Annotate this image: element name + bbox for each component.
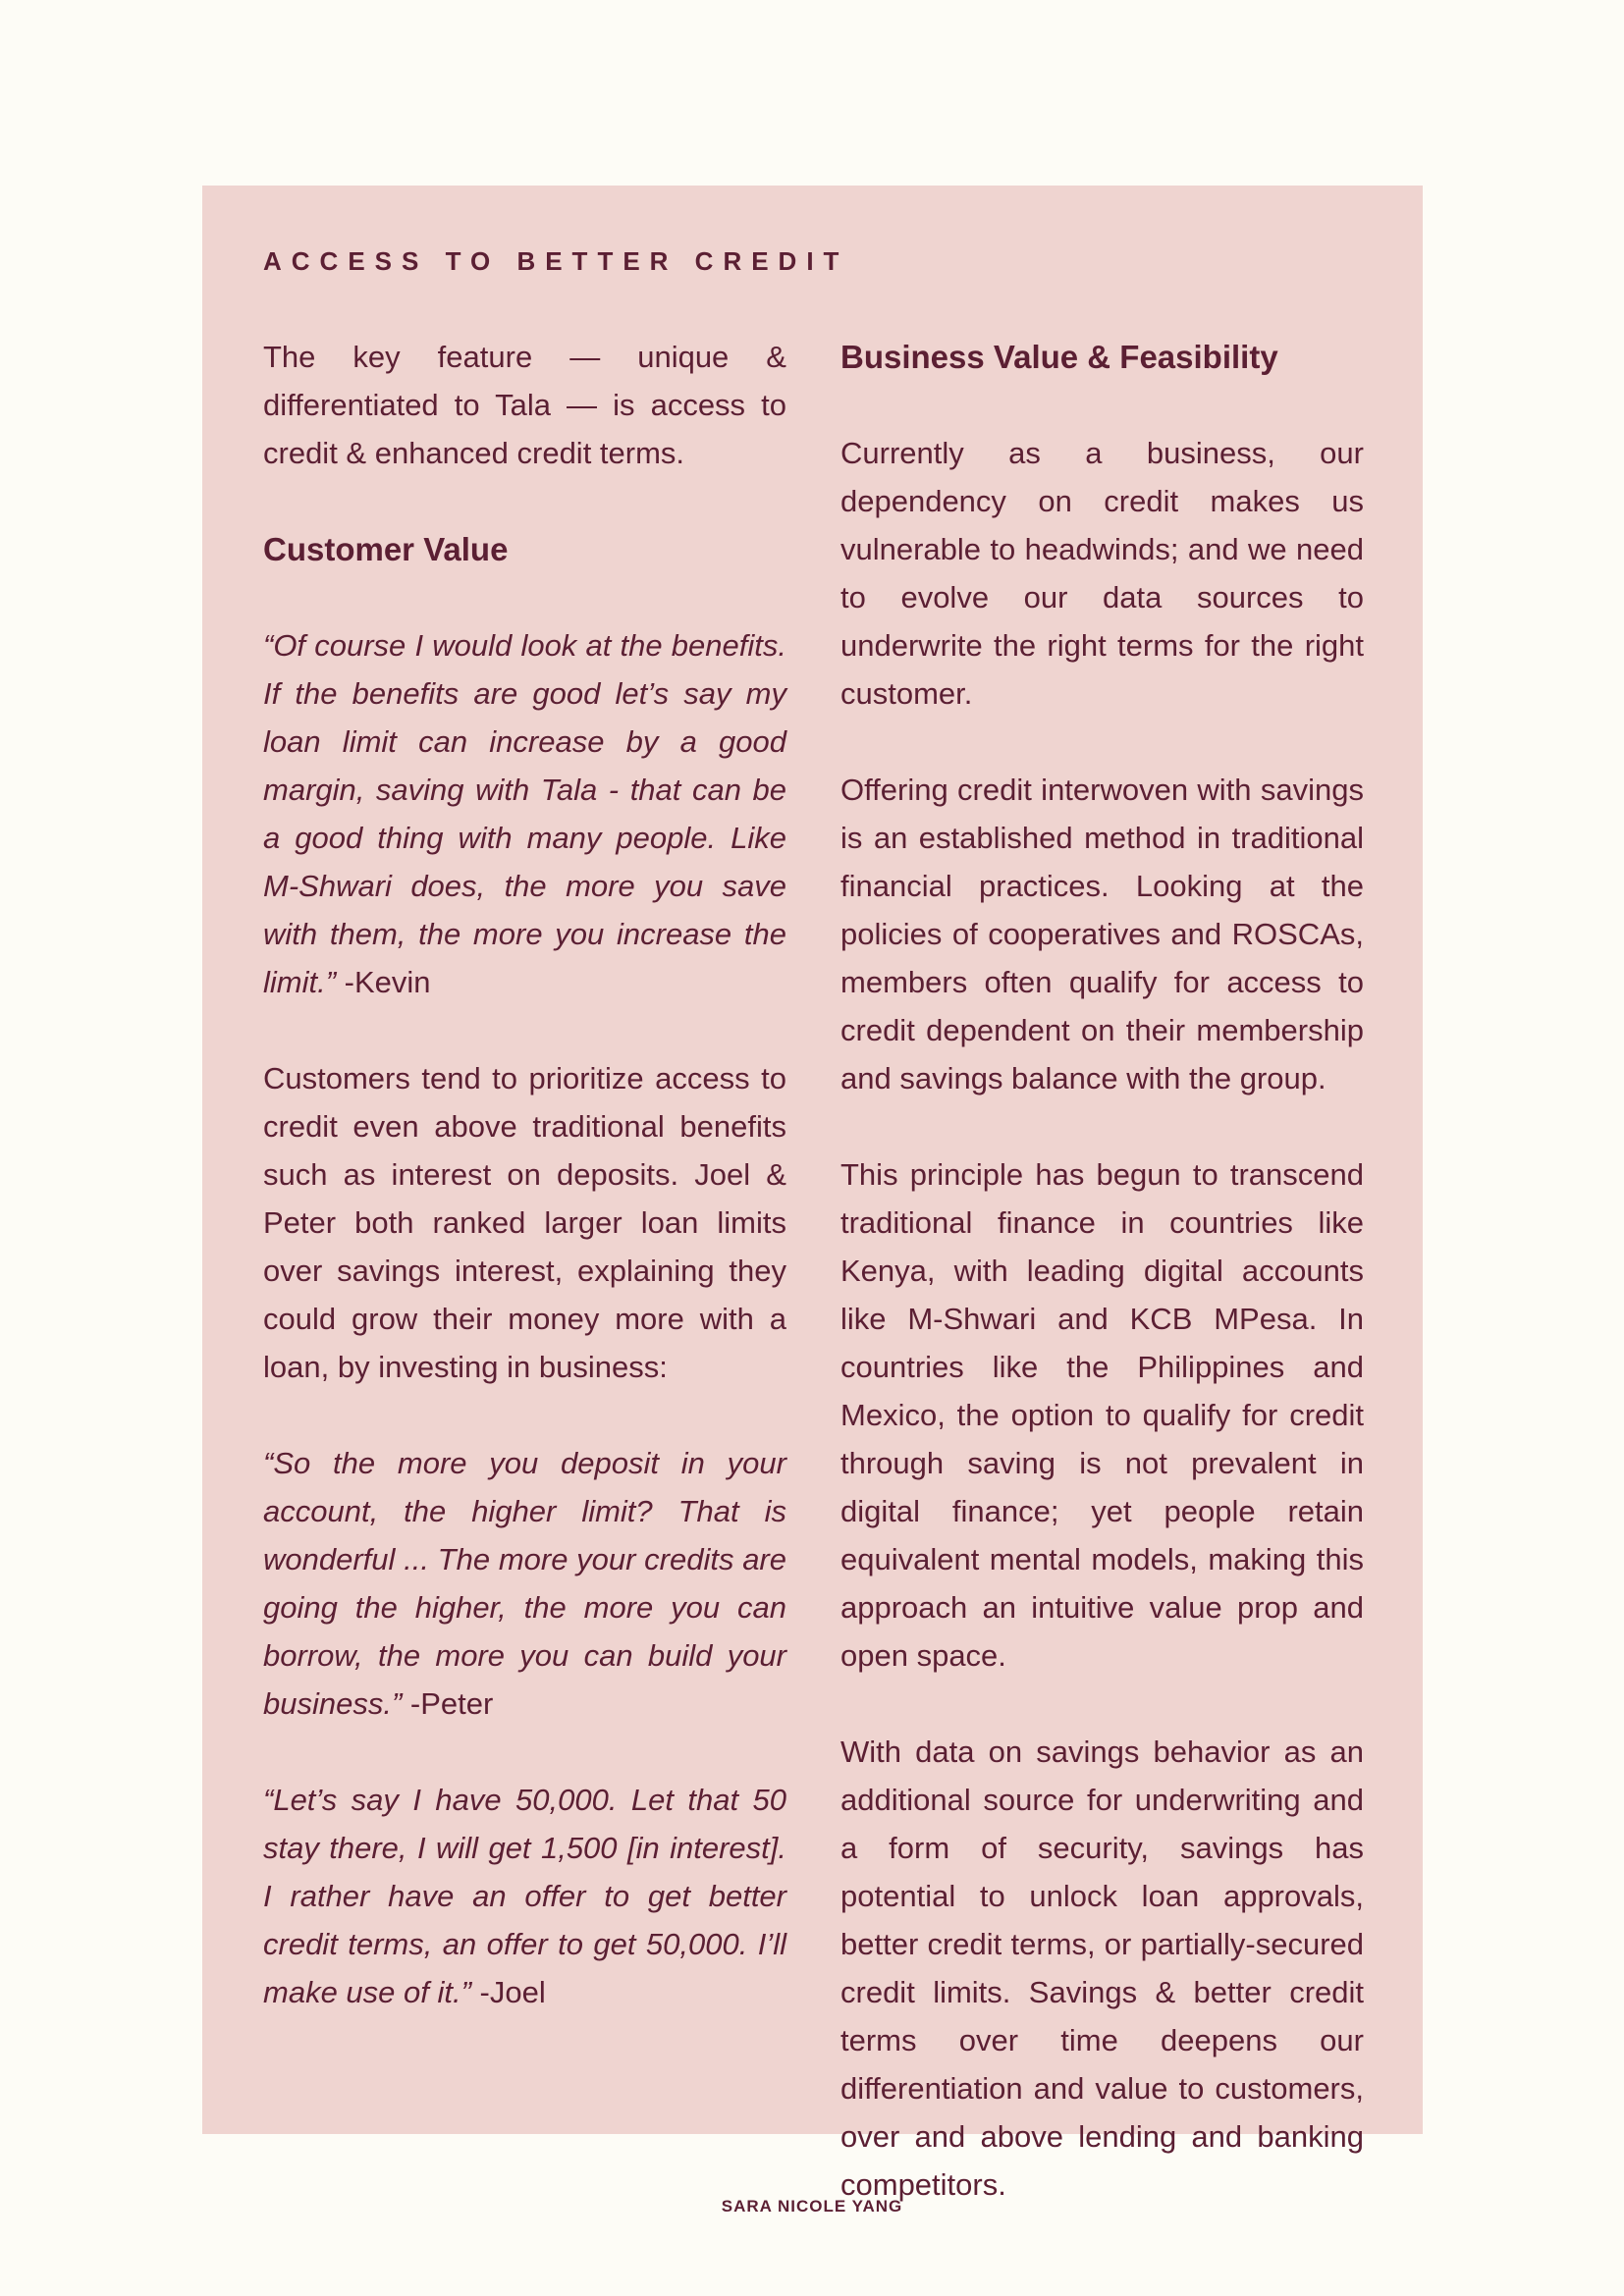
quote-peter-text: “So the more you deposit in your account, the higher limit? That is wonderful ... The more your credits are going the higher, the more you can borrow, the more you can build your business.” (263, 1446, 786, 1721)
right-column (840, 333, 1364, 2257)
customer-value-heading: Customer Value (263, 531, 509, 567)
quote-kevin-attribution: -Kevin (336, 965, 431, 999)
left-column (263, 333, 786, 2064)
quote-peter-attribution: -Peter (402, 1686, 494, 1721)
quote-kevin (263, 621, 786, 1006)
quote-peter (263, 1439, 786, 1728)
business-paragraph-1: Currently as a business, our dependency on credit makes us vulnerable to headwinds; and we need to evolve our data sources to underwrite the right terms for the right customer. (840, 436, 1364, 711)
content-panel (202, 186, 1423, 2202)
footer-author: SARA NICOLE YANG (721, 2197, 903, 2216)
section-label: ACCESS TO BETTER CREDIT (263, 246, 849, 276)
business-paragraph-4: With data on savings behavior as an additional source for underwriting and a form of security, savings has potential to unlock loan approvals, better credit terms, or partially-secured credit limits. Savings & better credit terms over time deepens our differentiation and value to customers, over and above lending and banking competitors. (840, 1735, 1364, 2202)
business-paragraph-3: This principle has begun to transcend traditional finance in countries like Kenya, with leading digital accounts like M-Shwari and KCB MPesa. In countries like the Philippines and Mexico, the option to qualify for credit through saving is not prevalent in digital finance; yet people retain equivalent mental models, making this approach an intuitive value prop and open space. (840, 1157, 1364, 1673)
quote-joel (263, 1776, 786, 2016)
business-paragraph-2: Offering credit interwoven with savings is an established method in traditional financial practices. Looking at the policies of cooperatives and ROSCAs, members often qualify for access to credit dependent on their membership and savings balance with the group. (840, 773, 1364, 1095)
intro-paragraph: The key feature — unique & differentiated to Tala — is access to credit & enhanced credit terms. (263, 340, 786, 470)
quote-kevin-text: “Of course I would look at the benefits. If the benefits are good let’s say my loan limit can increase by a good margin, saving with Tala - that can be a good thing with many people. Like M-Shwari does, the more you save with them, the more you increase the limit.” (263, 628, 786, 999)
customers-paragraph: Customers tend to prioritize access to credit even above traditional benefits such as interest on deposits. Joel & Peter both ranked larger loan limits over savings interest, explaining they could grow their money more with a loan, by investing in business: (263, 1061, 786, 1384)
business-value-heading: Business Value & Feasibility (840, 339, 1278, 375)
quote-joel-attribution: -Joel (470, 1975, 546, 2009)
quote-joel-text: “Let’s say I have 50,000. Let that 50 stay there, I will get 1,500 [in interest]. I rather have an offer to get better credit terms, an offer to get 50,000. I’ll make use of it.” (263, 1783, 786, 2009)
